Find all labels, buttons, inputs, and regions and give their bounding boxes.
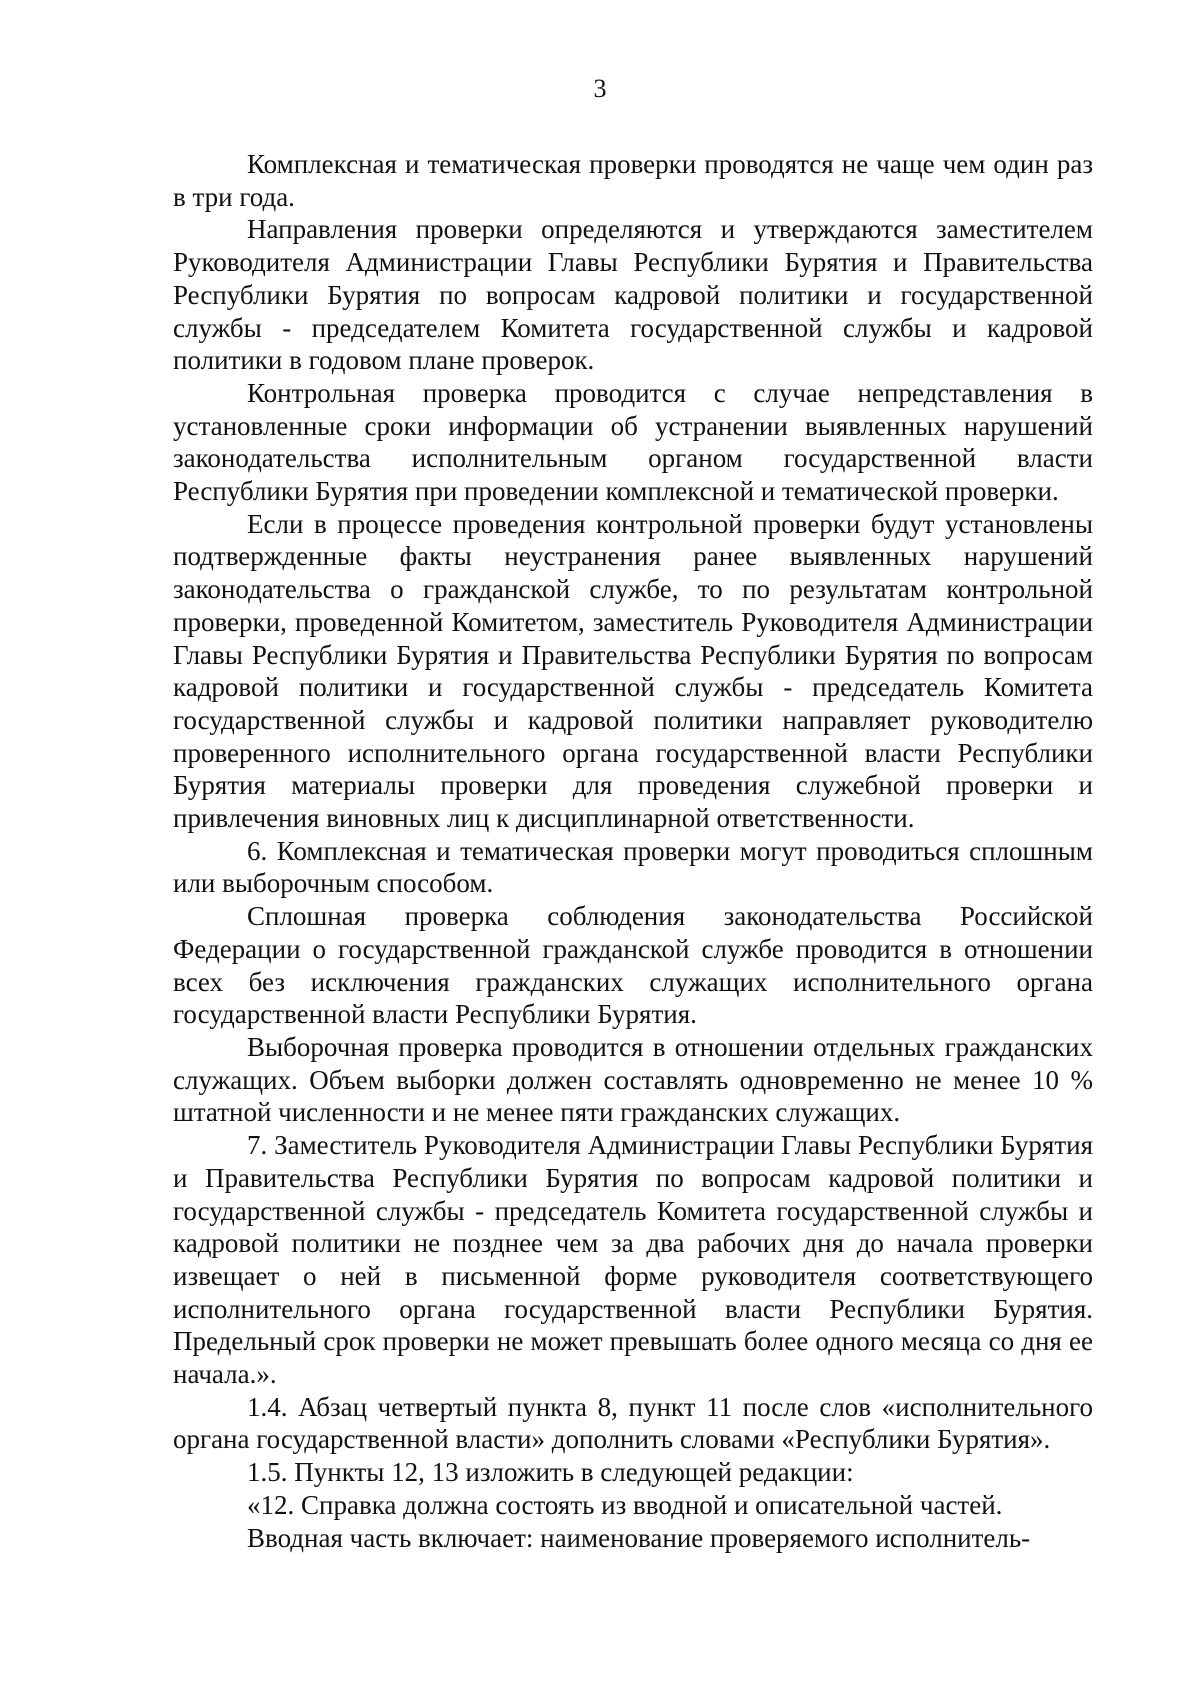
document-body — [173, 148, 1093, 1554]
paragraph-item-7: 7. Заместитель Руководителя Администрации Главы Республики Бурятия и Правительства Республики Бурятия по вопросам кадровой политики и государственной службы - председатель Комитета государственной службы и кадровой политики не позднее чем за два рабочих дня до начала проверки извещает о ней в письменной форме руководителя соответствующего исполнительного органа государственной власти Республики Бурятия. Предельный срок проверки не может превышать более одного месяца со дня ее начала.». — [173, 1130, 1093, 1390]
paragraph-item-6: 6. Комплексная и тематическая проверки могут проводиться сплошным или выборочным способом. — [173, 835, 1093, 899]
paragraph-frequency: Комплексная и тематическая проверки проводятся не чаще чем один раз в три года. — [173, 149, 1093, 212]
paragraph-control-check: Контрольная проверка проводится с случае непредставления в установленные сроки информации об устранении выявленных нарушений законодательства исполнительным органом государственной власти Республики Бурятия при проведении комплексной и тематической проверки. — [173, 377, 1093, 507]
paragraph-continuous-check: Сплошная проверка соблюдения законодательства Российской Федерации о государственной гражданской службе проводится в отношении всех без исключения гражданских служащих исполнительного органа государственной власти Республики Бурятия. — [173, 901, 1093, 1030]
paragraph-introductory-part: Вводная часть включает: наименование проверяемого исполнитель- — [247, 1522, 1031, 1553]
paragraph-directions: Направления проверки определяются и утверждаются заместителем Руководителя Администрации Главы Республики Бурятия и Правительства Республики Бурятия по вопросам кадровой политики и государственной службы - председателем Комитета государственной службы и кадровой политики в годовом плане проверок. — [173, 214, 1093, 376]
paragraph-sample-check: Выборочная проверка проводится в отношении отдельных гражданских служащих. Объем выборки должен составлять одновременно не менее 10 % штатной численности и не менее пяти гражданских служащих. — [173, 1031, 1093, 1128]
page-number: 3 — [593, 74, 607, 103]
paragraph-amendment-1-5: 1.5. Пункты 12, 13 изложить в следующей редакции: — [247, 1457, 854, 1488]
paragraph-amendment-1-4: 1.4. Абзац четвертый пункта 8, пункт 11 после слов «исполнительного органа государственной власти» дополнить словами «Республики Бурятия». — [173, 1391, 1093, 1455]
paragraph-control-results: Если в процессе проведения контрольной проверки будут установлены подтвержденные факты неустранения ранее выявленных нарушений законодательства о гражданской службе, то по результатам контрольной проверки, проведенной Комитетом, заместитель Руководителя Администрации Главы Республики Бурятия и Правительства Республики Бурятия по вопросам кадровой политики и государственной службы - председатель Комитета государственной службы и кадровой политики направляет руководителю проверенного исполнительного органа государственной власти Республики Бурятия материалы проверки для проведения служебной проверки и привлечения виновных лиц к дисциплинарной ответственности. — [173, 508, 1093, 834]
paragraph-item-12: «12. Справка должна состоять из вводной и описательной частей. — [247, 1489, 1003, 1520]
